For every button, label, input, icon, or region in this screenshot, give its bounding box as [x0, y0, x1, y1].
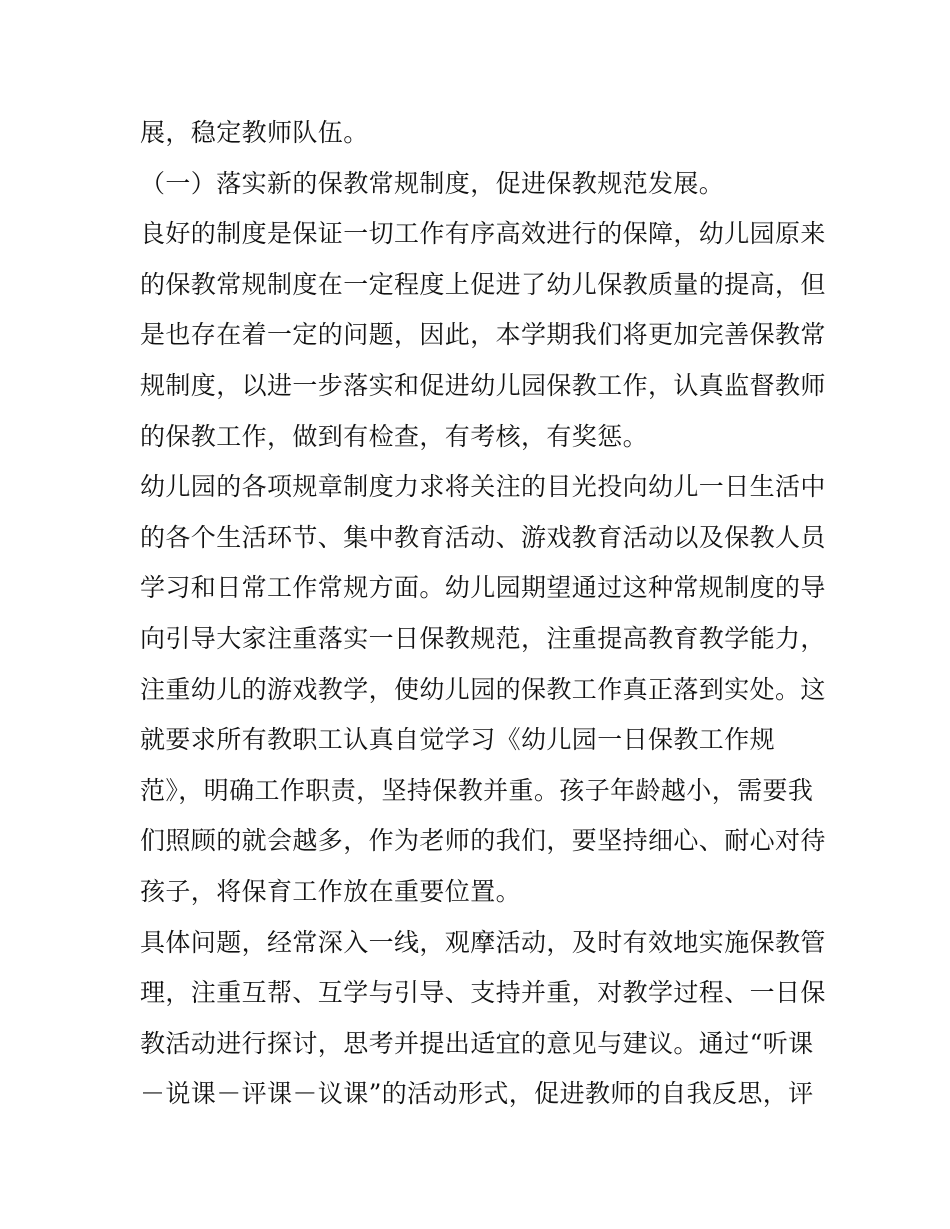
text-line: 就要求所有教职工认真自觉学习《幼儿园一日保教工作规	[140, 725, 776, 755]
text-line: 的各个生活环节、集中教育活动、游戏教育活动以及保教人员	[140, 522, 826, 552]
text-line: 孩子，将保育工作放在重要位置。	[140, 876, 522, 906]
text-line: 注重幼儿的游戏教学，使幼儿园的保教工作真正落到实处。这	[140, 674, 826, 704]
text-line: 规制度，以进一步落实和促进幼儿园保教工作，认真监督教师	[140, 370, 826, 400]
text-line: 幼儿园的各项规章制度力求将关注的目光投向幼儿一日生活中	[140, 472, 826, 502]
text-line: 展，稳定教师队伍。	[140, 118, 369, 147]
text-line: 良好的制度是保证一切工作有序高效进行的保障，幼儿园原来	[140, 219, 826, 249]
text-line: －说课－评课－议课”的活动形式，促进教师的自我反思，评	[140, 1079, 814, 1109]
section-heading: （一）落实新的保教常规制度，促进保教规范发展。	[140, 168, 725, 198]
text-line: 的保教工作，做到有检查，有考核，有奖惩。	[140, 421, 649, 451]
text-line: 的保教常规制度在一定程度上促进了幼儿保教质量的提高，但	[140, 269, 826, 299]
text-line: 学习和日常工作常规方面。幼儿园期望通过这种常规制度的导	[140, 573, 826, 603]
text-line: 理，注重互帮、互学与引导、支持并重，对教学过程、一日保	[140, 978, 826, 1008]
text-line: 范》，明确工作职责，坚持保教并重。孩子年龄越小，需要我	[140, 775, 814, 805]
text-line: 教活动进行探讨，思考并提出适宜的意见与建议。通过“听课	[140, 1028, 814, 1058]
text-line: 是也存在着一定的问题，因此，本学期我们将更加完善保教常	[140, 320, 826, 350]
text-line: 向引导大家注重落实一日保教规范，注重提高教育教学能力，	[140, 623, 826, 653]
body-text	[140, 108, 830, 1120]
text-line: 具体问题，经常深入一线，观摩活动，及时有效地实施保教管	[140, 927, 826, 957]
text-line: 们照顾的就会越多，作为老师的我们，要坚持细心、耐心对待	[140, 826, 826, 856]
